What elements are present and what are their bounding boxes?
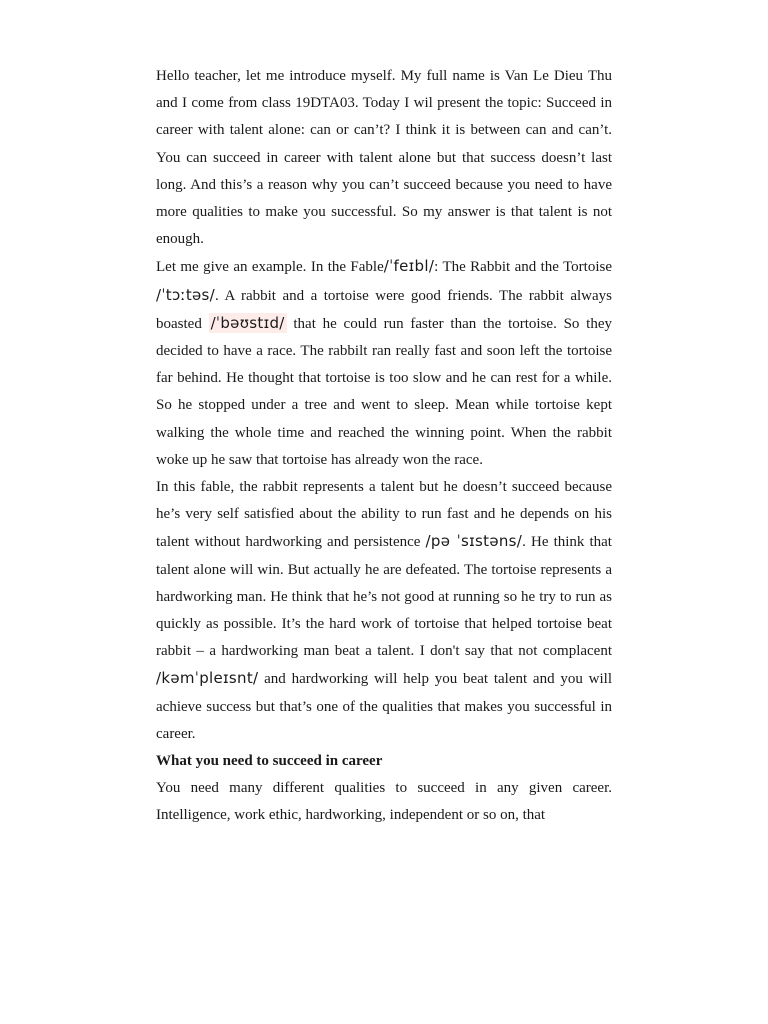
qualities-text: You need many different qualities to succeed in any given career. Intelligence, work ethic, hardworking, independent or so on, that bbox=[156, 780, 612, 824]
section-heading: What you need to succeed in career bbox=[156, 753, 383, 770]
fable-text-3: . A rabbit and a tortoise were good friends. The rabbit always boasted bbox=[156, 287, 612, 332]
intro-text: Hello teacher, let me introduce myself. My full name is Van Le Dieu Thu and I come from class 19DTA03. Today I wil present the topic: Succeed in career with talent alone: can or can’t? I think it is between can and can’t. You can succeed in career with talent alone but that success doesn’t last long. And this’s a reason why you can’t succeed because you need to have more qualities to make you successful. So my answer is that talent is not enough. bbox=[156, 68, 612, 248]
ipa-persistence: /pə ˈsɪstəns/ bbox=[425, 532, 523, 551]
analysis-text-3: and hardworking will help you beat talent and you will achieve success but that’s one of the qualities that makes you successful in career. bbox=[156, 671, 612, 742]
fable-paragraph bbox=[156, 253, 612, 474]
fable-text-2: : The Rabbit and the Tortoise bbox=[434, 259, 613, 276]
analysis-paragraph bbox=[156, 474, 612, 748]
ipa-complacent: /kəmˈpleɪsnt/ bbox=[156, 669, 259, 688]
ipa-boasted: /ˈbəʊstɪd/ bbox=[210, 313, 285, 332]
qualities-paragraph bbox=[156, 775, 612, 829]
analysis-text-1: In this fable, the rabbit represents a talent but he doesn’t succeed because he’s very self satisfied about the ability to run fast and he depends on his talent without hardworking and persistence bbox=[156, 479, 612, 551]
fable-text-1: Let me give an example. In the Fable bbox=[156, 259, 384, 276]
document-body bbox=[156, 63, 612, 829]
ipa-fable: /ˈfeɪbl/ bbox=[383, 257, 435, 276]
analysis-text-2: . He think that talent alone will win. But actually he are defeated. The tortoise represents a hardworking man. He think that he’s not good at running so he try to run as quickly as possible. It’s the hard work of tortoise that helped tortoise beat rabbit – a hardworking man beat a talent. I don't say that not complacent bbox=[156, 534, 612, 660]
ipa-tortoise: /ˈtɔːtəs/ bbox=[156, 285, 216, 304]
intro-paragraph bbox=[156, 63, 612, 253]
fable-text-4: that he could run faster than the tortoise. So they decided to have a race. The rabbilt ran really fast and soon left the tortoise far behind. He thought that tortoise is too slow and he can rest for a while. So he stopped under a tree and went to sleep. Mean while tortoise kept walking the whole time and reached the winning point. When the rabbit woke up he saw that tortoise has already won the race. bbox=[156, 315, 612, 468]
